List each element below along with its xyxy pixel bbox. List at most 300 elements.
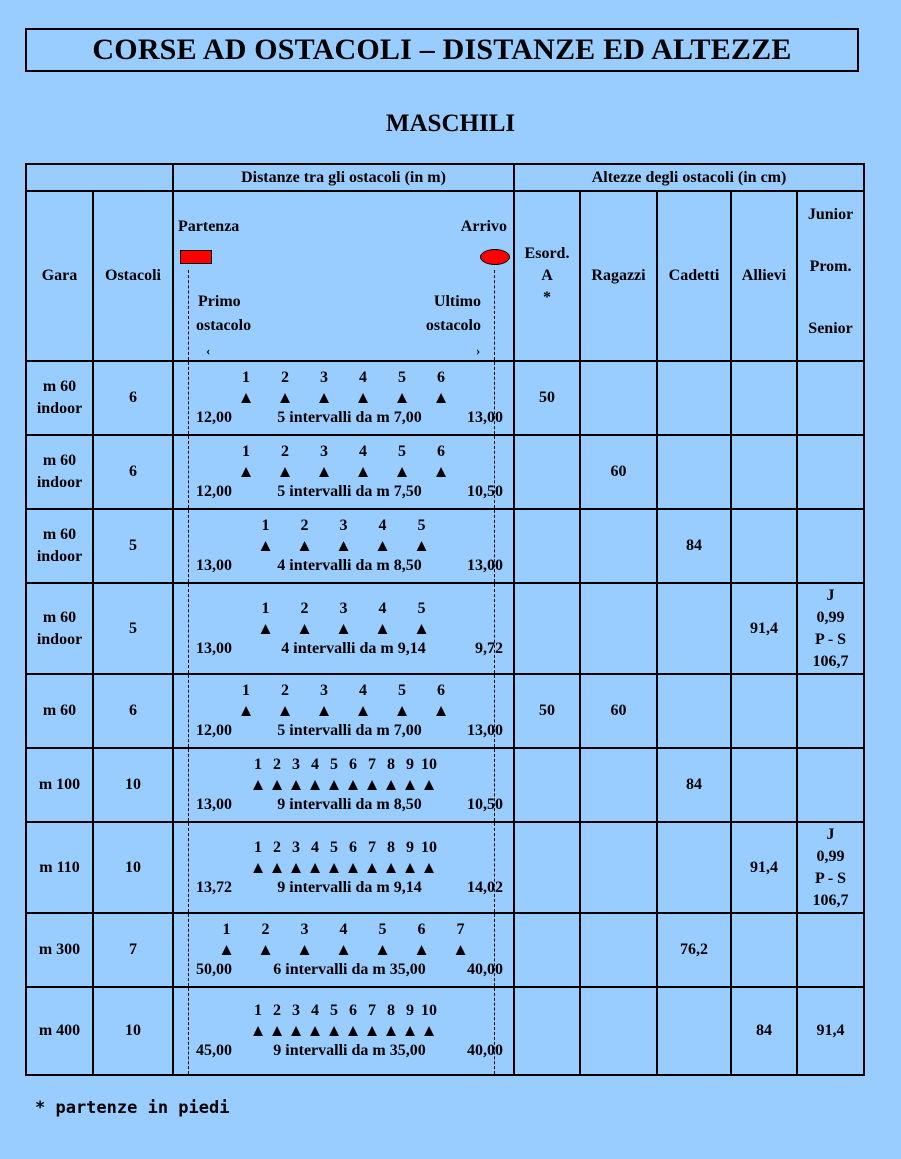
gara-cell bbox=[26, 748, 93, 822]
hurdle-icon: ▲ bbox=[257, 536, 274, 555]
distances-row bbox=[174, 639, 513, 659]
hurdle-number: 5 bbox=[417, 599, 426, 617]
distance-cell bbox=[173, 583, 514, 674]
partenza-label: Partenza bbox=[178, 218, 240, 235]
hurdle-icon: ▲ bbox=[287, 857, 305, 877]
hurdle-number: 3 bbox=[339, 599, 348, 617]
hurdle-number: 2 bbox=[273, 838, 281, 856]
hurdle-icon: ▲ bbox=[268, 857, 286, 877]
start-dash-line bbox=[188, 436, 189, 508]
header-distances: Distanze tra gli ostacoli (in m) bbox=[173, 164, 514, 191]
hurdle-number: 6 bbox=[349, 838, 357, 856]
hurdle-icon: ▲ bbox=[413, 618, 430, 638]
hurdle-icon: ▲ bbox=[393, 701, 411, 720]
primo-ostacolo-label: Primo ostacolo bbox=[196, 293, 252, 334]
hurdle-icon: ▲ bbox=[276, 462, 294, 481]
arrow-right-icon: › bbox=[476, 343, 481, 358]
hurdle-icon: ▲ bbox=[218, 940, 235, 959]
hurdle-number: 4 bbox=[311, 838, 319, 856]
finish-dash-line bbox=[494, 988, 495, 1074]
hurdle-icon: ▲ bbox=[374, 536, 391, 555]
gara-label: m 60 bbox=[42, 526, 77, 543]
gara-cell bbox=[26, 509, 93, 583]
hurdle-icon: ▲ bbox=[420, 1021, 438, 1040]
gara-label: indoor bbox=[36, 400, 83, 417]
hurdle-icon: ▲ bbox=[354, 701, 372, 720]
table-row bbox=[26, 822, 864, 913]
finish-dash-line bbox=[494, 823, 495, 912]
hurdle-number: 1 bbox=[242, 682, 250, 699]
distances-row bbox=[174, 878, 513, 898]
allievi-height-cell bbox=[731, 435, 797, 509]
hurdle-number: 3 bbox=[339, 517, 348, 534]
hurdle-number: 6 bbox=[437, 369, 445, 386]
hurdle-icon: ▲ bbox=[420, 857, 438, 877]
arrow-left-icon: ‹ bbox=[206, 343, 211, 358]
hurdle-icon: ▲ bbox=[315, 701, 333, 720]
first-distance: 13,00 bbox=[196, 557, 232, 574]
hurdle-number: 10 bbox=[421, 1002, 437, 1019]
cadetti-height-cell bbox=[657, 583, 731, 674]
hurdle-numbers bbox=[174, 368, 513, 388]
distances-row bbox=[174, 795, 513, 815]
header-junior-prom-senior: Junior Prom. Senior bbox=[797, 191, 864, 361]
gara-label: indoor bbox=[36, 548, 83, 565]
hurdle-numbers bbox=[174, 681, 513, 701]
finish-dash-line bbox=[494, 362, 495, 434]
ostacoli-cell: 6 bbox=[93, 674, 173, 748]
allievi-height-cell bbox=[731, 748, 797, 822]
hurdle-triangles bbox=[174, 858, 513, 878]
hurdle-icon: ▲ bbox=[432, 701, 450, 720]
hurdle-icon: ▲ bbox=[325, 775, 343, 794]
gara-label: m 300 bbox=[38, 941, 81, 958]
hurdle-icon: ▲ bbox=[268, 1021, 286, 1040]
ragazzi-height-cell bbox=[580, 361, 657, 435]
gara-cell bbox=[26, 674, 93, 748]
hurdle-triangles bbox=[174, 940, 513, 960]
last-distance: 40,00 bbox=[467, 1042, 503, 1059]
intervals-text: 4 intervalli da m 8,50 bbox=[277, 557, 422, 574]
finish-dash-line bbox=[494, 749, 495, 821]
hurdle-number: 7 bbox=[368, 756, 376, 773]
gara-cell bbox=[26, 987, 93, 1075]
gara-label: m 110 bbox=[39, 858, 80, 876]
header-allievi: Allievi bbox=[731, 191, 797, 361]
hurdle-number: 7 bbox=[368, 838, 376, 856]
ragazzi-height-cell bbox=[580, 822, 657, 913]
start-dash-line bbox=[188, 988, 189, 1074]
table-row bbox=[26, 913, 864, 987]
hurdle-number: 4 bbox=[311, 756, 319, 773]
hurdle-number: 7 bbox=[368, 1002, 376, 1019]
ragazzi-height-cell bbox=[580, 583, 657, 674]
hurdle-number: 5 bbox=[330, 838, 338, 856]
hurdle-icon: ▲ bbox=[335, 536, 352, 555]
ostacoli-cell: 6 bbox=[93, 435, 173, 509]
hurdle-number: 10 bbox=[421, 756, 437, 773]
hurdle-number: 1 bbox=[254, 838, 262, 856]
hurdle-icon: ▲ bbox=[237, 701, 255, 720]
hurdle-number: 6 bbox=[437, 682, 445, 699]
ragazzi-height-cell: 60 bbox=[580, 435, 657, 509]
table-row bbox=[26, 583, 864, 674]
hurdle-icon: ▲ bbox=[306, 1021, 324, 1040]
junior-height-cell bbox=[797, 674, 864, 748]
hurdle-icon: ▲ bbox=[374, 618, 391, 638]
hurdle-number: 4 bbox=[359, 369, 367, 386]
hurdle-triangles bbox=[174, 619, 513, 639]
allievi-height-cell: 91,4 bbox=[731, 822, 797, 913]
start-dash-line bbox=[188, 914, 189, 986]
hurdle-number: 6 bbox=[349, 756, 357, 773]
allievi-height-cell bbox=[731, 674, 797, 748]
intervals-text: 9 intervalli da m 8,50 bbox=[277, 796, 422, 813]
junior-height-cell bbox=[797, 748, 864, 822]
junior-height-cell bbox=[797, 361, 864, 435]
hurdle-numbers bbox=[174, 516, 513, 536]
header-gara: Gara bbox=[26, 191, 93, 361]
allievi-height-cell: 84 bbox=[731, 987, 797, 1075]
hurdle-icon: ▲ bbox=[335, 940, 352, 959]
hurdle-icon: ▲ bbox=[393, 388, 411, 407]
finish-dash-line bbox=[494, 436, 495, 508]
hurdle-triangles bbox=[174, 388, 513, 408]
hurdle-icon: ▲ bbox=[237, 388, 255, 407]
finish-dash-line bbox=[494, 510, 495, 582]
distance-cell bbox=[173, 987, 514, 1075]
hurdle-icon: ▲ bbox=[382, 1021, 400, 1040]
cadetti-height-cell: 84 bbox=[657, 748, 731, 822]
hurdle-icon: ▲ bbox=[401, 775, 419, 794]
junior-height-value: P - S bbox=[814, 869, 847, 887]
intervals-text: 5 intervalli da m 7,00 bbox=[277, 409, 422, 426]
junior-height-cell bbox=[797, 822, 864, 913]
hurdle-icon: ▲ bbox=[432, 388, 450, 407]
ostacoli-cell: 6 bbox=[93, 361, 173, 435]
gara-cell bbox=[26, 913, 93, 987]
ragazzi-height-cell bbox=[580, 913, 657, 987]
hurdle-icon: ▲ bbox=[249, 1021, 267, 1040]
hurdle-number: 4 bbox=[378, 517, 387, 534]
hurdle-icon: ▲ bbox=[325, 857, 343, 877]
hurdle-icon: ▲ bbox=[401, 857, 419, 877]
hurdle-triangles bbox=[174, 536, 513, 556]
hurdle-icon: ▲ bbox=[382, 857, 400, 877]
gara-cell bbox=[26, 583, 93, 674]
ostacoli-cell: 10 bbox=[93, 822, 173, 913]
hurdle-icon: ▲ bbox=[296, 618, 313, 638]
hurdle-number: 1 bbox=[222, 921, 231, 938]
esord-height-cell: 50 bbox=[514, 361, 580, 435]
ragazzi-height-cell bbox=[580, 509, 657, 583]
first-distance: 13,00 bbox=[196, 796, 232, 813]
hurdle-icon: ▲ bbox=[363, 857, 381, 877]
hurdle-number: 5 bbox=[398, 682, 406, 699]
distance-cell bbox=[173, 748, 514, 822]
hurdle-number: 9 bbox=[406, 838, 414, 856]
esord-height-cell bbox=[514, 509, 580, 583]
hurdle-numbers bbox=[174, 1001, 513, 1021]
cadetti-height-cell bbox=[657, 987, 731, 1075]
hurdle-icon: ▲ bbox=[306, 775, 324, 794]
hurdle-triangles bbox=[174, 462, 513, 482]
esord-height-cell: 50 bbox=[514, 674, 580, 748]
hurdle-number: 1 bbox=[242, 369, 250, 386]
allievi-height-cell bbox=[731, 509, 797, 583]
hurdle-number: 8 bbox=[387, 756, 395, 773]
hurdle-number: 2 bbox=[281, 682, 289, 699]
last-distance: 9,72 bbox=[475, 639, 503, 657]
hurdle-number: 7 bbox=[456, 921, 465, 938]
last-distance: 14,02 bbox=[467, 878, 503, 896]
hurdle-icon: ▲ bbox=[382, 775, 400, 794]
hurdle-number: 1 bbox=[261, 599, 270, 617]
gara-label: m 60 bbox=[42, 608, 77, 626]
junior-height-value: 0,99 bbox=[816, 847, 845, 865]
hurdle-number: 2 bbox=[281, 369, 289, 386]
gara-label: m 60 bbox=[42, 452, 77, 469]
table-row bbox=[26, 748, 864, 822]
hurdle-icon: ▲ bbox=[325, 1021, 343, 1040]
table-row bbox=[26, 987, 864, 1075]
hurdle-icon: ▲ bbox=[354, 388, 372, 407]
hurdle-number: 3 bbox=[320, 369, 328, 386]
hurdle-number: 2 bbox=[273, 1002, 281, 1019]
cadetti-height-cell bbox=[657, 435, 731, 509]
hurdle-number: 10 bbox=[421, 838, 437, 856]
last-distance: 10,50 bbox=[467, 796, 503, 813]
distances-row bbox=[174, 721, 513, 741]
hurdle-icon: ▲ bbox=[344, 857, 362, 877]
first-distance: 13,00 bbox=[196, 639, 232, 657]
start-dash-line bbox=[188, 510, 189, 582]
page-subtitle: MASCHILI bbox=[385, 110, 516, 137]
hurdle-icon: ▲ bbox=[432, 462, 450, 481]
esord-height-cell bbox=[514, 435, 580, 509]
hurdle-number: 4 bbox=[359, 682, 367, 699]
finish-marker-icon bbox=[480, 249, 510, 265]
page-title: CORSE AD OSTACOLI – DISTANZE ED ALTEZZE bbox=[25, 28, 859, 72]
gara-label: m 60 bbox=[42, 378, 77, 395]
hurdle-number: 3 bbox=[300, 921, 309, 938]
hurdle-number: 5 bbox=[330, 756, 338, 773]
hurdle-number: 6 bbox=[437, 443, 445, 460]
last-distance: 40,00 bbox=[467, 961, 503, 978]
hurdle-triangles bbox=[174, 701, 513, 721]
esord-height-cell bbox=[514, 822, 580, 913]
hurdle-number: 4 bbox=[359, 443, 367, 460]
hurdle-number: 4 bbox=[311, 1002, 319, 1019]
finish-dash-line bbox=[494, 675, 495, 747]
esord-height-cell bbox=[514, 583, 580, 674]
hurdle-triangles bbox=[174, 775, 513, 795]
start-dash-line bbox=[188, 675, 189, 747]
allievi-height-cell bbox=[731, 913, 797, 987]
hurdle-number: 4 bbox=[378, 599, 387, 617]
junior-height-value: 0,99 bbox=[816, 608, 845, 626]
hurdle-number: 6 bbox=[349, 1002, 357, 1019]
table-row bbox=[26, 674, 864, 748]
hurdle-number: 5 bbox=[398, 443, 406, 460]
header-ragazzi: Ragazzi bbox=[580, 191, 657, 361]
junior-height-value: 106,7 bbox=[812, 652, 849, 670]
hurdle-number: 2 bbox=[300, 517, 309, 534]
cadetti-height-cell bbox=[657, 822, 731, 913]
hurdle-number: 3 bbox=[292, 838, 300, 856]
gara-cell bbox=[26, 822, 93, 913]
junior-height-cell bbox=[797, 987, 864, 1075]
ostacoli-cell: 10 bbox=[93, 987, 173, 1075]
hurdle-icon: ▲ bbox=[257, 618, 274, 638]
table-row bbox=[26, 509, 864, 583]
hurdle-number: 5 bbox=[417, 517, 426, 534]
gara-cell bbox=[26, 361, 93, 435]
hurdle-icon: ▲ bbox=[363, 1021, 381, 1040]
intervals-text: 6 intervalli da m 35,00 bbox=[273, 961, 426, 978]
hurdle-icon: ▲ bbox=[287, 775, 305, 794]
hurdle-icon: ▲ bbox=[315, 462, 333, 481]
gara-label: indoor bbox=[36, 630, 83, 648]
hurdle-icon: ▲ bbox=[374, 940, 391, 959]
hurdle-number: 5 bbox=[378, 921, 387, 938]
junior-height-cell bbox=[797, 509, 864, 583]
distance-cell bbox=[173, 509, 514, 583]
hurdle-triangles bbox=[174, 1021, 513, 1041]
cadetti-height-cell: 84 bbox=[657, 509, 731, 583]
header-cadetti: Cadetti bbox=[657, 191, 731, 361]
allievi-height-cell: 91,4 bbox=[731, 583, 797, 674]
hurdle-numbers bbox=[174, 755, 513, 775]
hurdle-numbers bbox=[174, 599, 513, 619]
header-esordienti: Esord. A * bbox=[514, 191, 580, 361]
hurdle-icon: ▲ bbox=[315, 388, 333, 407]
table-row bbox=[26, 361, 864, 435]
cadetti-height-cell bbox=[657, 674, 731, 748]
hurdle-number: 9 bbox=[406, 756, 414, 773]
hurdle-icon: ▲ bbox=[296, 940, 313, 959]
first-distance: 12,00 bbox=[196, 483, 232, 500]
intervals-text: 4 intervalli da m 9,14 bbox=[281, 639, 426, 657]
hurdle-number: 3 bbox=[320, 443, 328, 460]
gara-label: m 400 bbox=[38, 1022, 81, 1039]
junior-height-value: P - S bbox=[814, 630, 847, 648]
hurdle-icon: ▲ bbox=[413, 536, 430, 555]
hurdle-number: 1 bbox=[261, 517, 270, 534]
finish-dash-line bbox=[494, 584, 495, 673]
distance-cell bbox=[173, 435, 514, 509]
hurdle-number: 1 bbox=[242, 443, 250, 460]
header-heights: Altezze degli ostacoli (in cm) bbox=[514, 164, 864, 191]
hurdle-icon: ▲ bbox=[268, 775, 286, 794]
hurdle-icon: ▲ bbox=[413, 940, 430, 959]
hurdle-icon: ▲ bbox=[237, 462, 255, 481]
table-row bbox=[26, 435, 864, 509]
hurdle-number: 3 bbox=[292, 756, 300, 773]
allievi-height-cell bbox=[731, 361, 797, 435]
ultimo-ostacolo-label: Ultimo ostacolo bbox=[425, 293, 481, 334]
gara-label: indoor bbox=[36, 474, 83, 491]
intervals-text: 5 intervalli da m 7,00 bbox=[277, 722, 422, 739]
hurdle-icon: ▲ bbox=[393, 462, 411, 481]
cadetti-height-cell: 76,2 bbox=[657, 913, 731, 987]
last-distance: 13,00 bbox=[467, 557, 503, 574]
esord-height-cell bbox=[514, 748, 580, 822]
junior-height-cell bbox=[797, 583, 864, 674]
gara-label: m 60 bbox=[42, 702, 77, 719]
distances-row bbox=[174, 556, 513, 576]
arrivo-label: Arrivo bbox=[460, 218, 507, 235]
hurdle-icon: ▲ bbox=[344, 775, 362, 794]
hurdle-number: 2 bbox=[261, 921, 270, 938]
junior-height-value: J bbox=[826, 825, 835, 843]
hurdle-icon: ▲ bbox=[296, 536, 313, 555]
distance-cell bbox=[173, 822, 514, 913]
start-dash-line bbox=[188, 749, 189, 821]
esord-height-cell bbox=[514, 913, 580, 987]
header-empty bbox=[26, 164, 173, 191]
junior-height-value: 106,7 bbox=[812, 891, 849, 909]
distance-cell bbox=[173, 361, 514, 435]
start-dash-line bbox=[188, 584, 189, 673]
hurdle-icon: ▲ bbox=[344, 1021, 362, 1040]
hurdle-number: 9 bbox=[406, 1002, 414, 1019]
first-distance: 12,00 bbox=[196, 722, 232, 739]
header-track-diagram bbox=[173, 191, 514, 361]
ostacoli-cell: 5 bbox=[93, 583, 173, 674]
ostacoli-cell: 10 bbox=[93, 748, 173, 822]
junior-height-value: J bbox=[826, 586, 835, 604]
hurdle-number: 2 bbox=[273, 756, 281, 773]
hurdle-icon: ▲ bbox=[249, 775, 267, 794]
start-dash-line bbox=[188, 362, 189, 434]
junior-height-cell bbox=[797, 913, 864, 987]
hurdle-icon: ▲ bbox=[420, 775, 438, 794]
hurdle-icon: ▲ bbox=[276, 388, 294, 407]
hurdle-number: 3 bbox=[292, 1002, 300, 1019]
hurdle-icon: ▲ bbox=[363, 775, 381, 794]
distances-row bbox=[174, 960, 513, 980]
hurdle-number: 8 bbox=[387, 838, 395, 856]
junior-height-value: 91,4 bbox=[816, 1022, 845, 1039]
hurdle-number: 4 bbox=[339, 921, 348, 938]
hurdle-icon: ▲ bbox=[276, 701, 294, 720]
ragazzi-height-cell: 60 bbox=[580, 674, 657, 748]
hurdle-number: 2 bbox=[300, 599, 309, 617]
first-distance: 12,00 bbox=[196, 409, 232, 426]
distance-cell bbox=[173, 913, 514, 987]
hurdle-icon: ▲ bbox=[401, 1021, 419, 1040]
hurdle-number: 5 bbox=[398, 369, 406, 386]
last-distance: 13,00 bbox=[467, 722, 503, 739]
hurdles-table bbox=[25, 163, 865, 1076]
hurdle-icon: ▲ bbox=[306, 857, 324, 877]
esord-height-cell bbox=[514, 987, 580, 1075]
hurdle-number: 1 bbox=[254, 1002, 262, 1019]
hurdle-icon: ▲ bbox=[335, 618, 352, 638]
distances-row bbox=[174, 408, 513, 428]
hurdle-number: 8 bbox=[387, 1002, 395, 1019]
hurdle-numbers bbox=[174, 920, 513, 940]
first-distance: 45,00 bbox=[196, 1042, 232, 1059]
hurdle-icon: ▲ bbox=[354, 462, 372, 481]
intervals-text: 5 intervalli da m 7,50 bbox=[277, 483, 422, 500]
ostacoli-cell: 5 bbox=[93, 509, 173, 583]
gara-label: m 100 bbox=[38, 776, 81, 793]
hurdle-icon: ▲ bbox=[287, 1021, 305, 1040]
hurdle-number: 6 bbox=[417, 921, 426, 938]
hurdle-icon: ▲ bbox=[249, 857, 267, 877]
